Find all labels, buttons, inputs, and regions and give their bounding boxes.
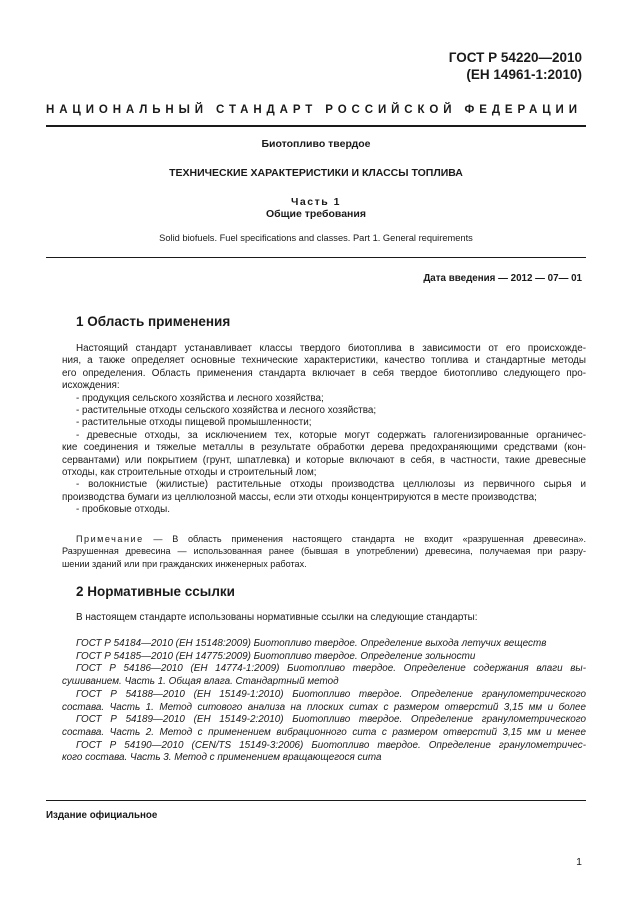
- title-subject: Биотопливо твердое: [261, 138, 371, 150]
- note-line: шении зданий или при гражданских инженерных работах.: [62, 558, 307, 569]
- reference-line: ГОСТ Р 54185—2010 (ЕН 14775:2009) Биотопливо твердое. Определение зольности: [76, 650, 476, 662]
- section-1-heading: 1 Область применения: [76, 314, 231, 329]
- reference-line: кого состава. Часть 3. Метод с применением вращающегося сита: [62, 752, 382, 764]
- title-main: ТЕХНИЧЕСКИЕ ХАРАКТЕРИСТИКИ И КЛАССЫ ТОПЛИВА: [169, 167, 463, 179]
- reference-line: ГОСТ Р 54184—2010 (ЕН 15148:2009) Биотопливо твердое. Определение выхода летучих веществ: [76, 638, 547, 649]
- list-item: - продукция сельского хозяйства и лесного хозяйства;: [76, 392, 324, 404]
- standard-equivalent: (ЕН 14961-1:2010): [466, 67, 582, 82]
- reference-line: ГОСТ Р 54186—2010 (ЕН 14774-1:2009) Биотопливо твердое. Определение содержания влаги вы-: [76, 663, 586, 675]
- reference-line: состава. Часть 2. Метод с применением вибрационного сита с размером отверстий 3,15 мм и менее: [62, 726, 586, 738]
- list-item: - волокнистые (жилистые) растительные отходы производства целлюлозы из первичного сырья и: [76, 479, 586, 491]
- text-line: кие соединения и тяжелые металлы в результате обработки дерева предохраняющими средствами (кон-: [62, 442, 586, 454]
- section-1-note: [62, 533, 586, 570]
- footer-rule: [46, 800, 586, 801]
- text-line: сервантами) или покрытием (грунт, шпатлевка) и которые включают в себя, в частности, такие древесные: [62, 454, 586, 466]
- text-line: В настоящем стандарте использованы нормативные ссылки на следующие стандарты:: [76, 612, 478, 623]
- text-line: его определения. Область применения стандарта включает в себя твердое биотопливо следующего про-: [62, 367, 586, 379]
- top-rule: [46, 125, 586, 127]
- note-line: [62, 533, 586, 545]
- standard-code: ГОСТ Р 54220—2010: [448, 50, 582, 65]
- introduction-date: Дата введения — 2012 — 07— 01: [423, 273, 582, 284]
- page-number: 1: [576, 856, 582, 868]
- official-edition: Издание официальное: [46, 810, 158, 821]
- note-line: Разрушенная древесина — использованная ранее (бывшая в употреблении) древесина, получаемая при разру-: [62, 546, 586, 557]
- note-text: — В область применения настоящего стандарта не входит «разрушенная древесина».: [153, 534, 586, 544]
- note-label: Примечание: [76, 534, 144, 544]
- list-item: - пробковые отходы.: [76, 504, 171, 516]
- national-standard-banner: НАЦИОНАЛЬНЫЙ СТАНДАРТ РОССИЙСКОЙ ФЕДЕРАЦИИ: [46, 104, 582, 116]
- list-item: - растительные отходы сельского хозяйства и лесного хозяйства;: [76, 405, 377, 417]
- text-line: производства бумаги из целлюлозной массы, если эти отходы концентрируются в месте производства;: [62, 491, 537, 503]
- reference-line: сушиванием. Часть 1. Общая влага. Стандартный метод: [62, 676, 339, 688]
- text-line: отходы, как строительные отходы и строительный лом;: [62, 467, 317, 479]
- section-2-intro: [62, 612, 586, 624]
- section-2-heading: 2 Нормативные ссылки: [76, 584, 235, 599]
- reference-line: ГОСТ Р 54190—2010 (CEN/TS 15149-3:2006) Биотопливо твердое. Определение гранулометричес-: [76, 739, 586, 751]
- list-item: - древесные отходы, за исключением тех, которые могут содержать галогенизированные органичес-: [76, 429, 586, 441]
- reference-line: ГОСТ Р 54188—2010 (ЕН 15149-1:2010) Биотопливо твердое. Определение гранулометрического: [76, 688, 586, 700]
- text-line: ния, а также определяет основные технические характеристики, качество топлива и стандартные методы: [62, 355, 586, 367]
- reference-line: состава. Часть 1. Метод ситового анализа на плоских ситах с размером отверстий 3,15 мм и более: [62, 701, 586, 713]
- list-item: - растительные отходы пищевой промышленности;: [76, 417, 312, 429]
- title-english: Solid biofuels. Fuel specifications and classes. Part 1. General requirements: [159, 233, 473, 243]
- text-line: исхождения:: [62, 380, 120, 392]
- section-1-body: [62, 343, 586, 517]
- reference-line: ГОСТ Р 54189—2010 (ЕН 15149-2:2010) Биотопливо твердое. Определение гранулометрического: [76, 714, 586, 726]
- references-list: [62, 638, 586, 765]
- title-rule: [46, 257, 586, 258]
- text-line: Настоящий стандарт устанавливает классы твердого биотоплива в зависимости от его происхожде-: [76, 343, 586, 354]
- title-part-name: Общие требования: [266, 208, 366, 220]
- title-part: Часть 1: [291, 196, 341, 208]
